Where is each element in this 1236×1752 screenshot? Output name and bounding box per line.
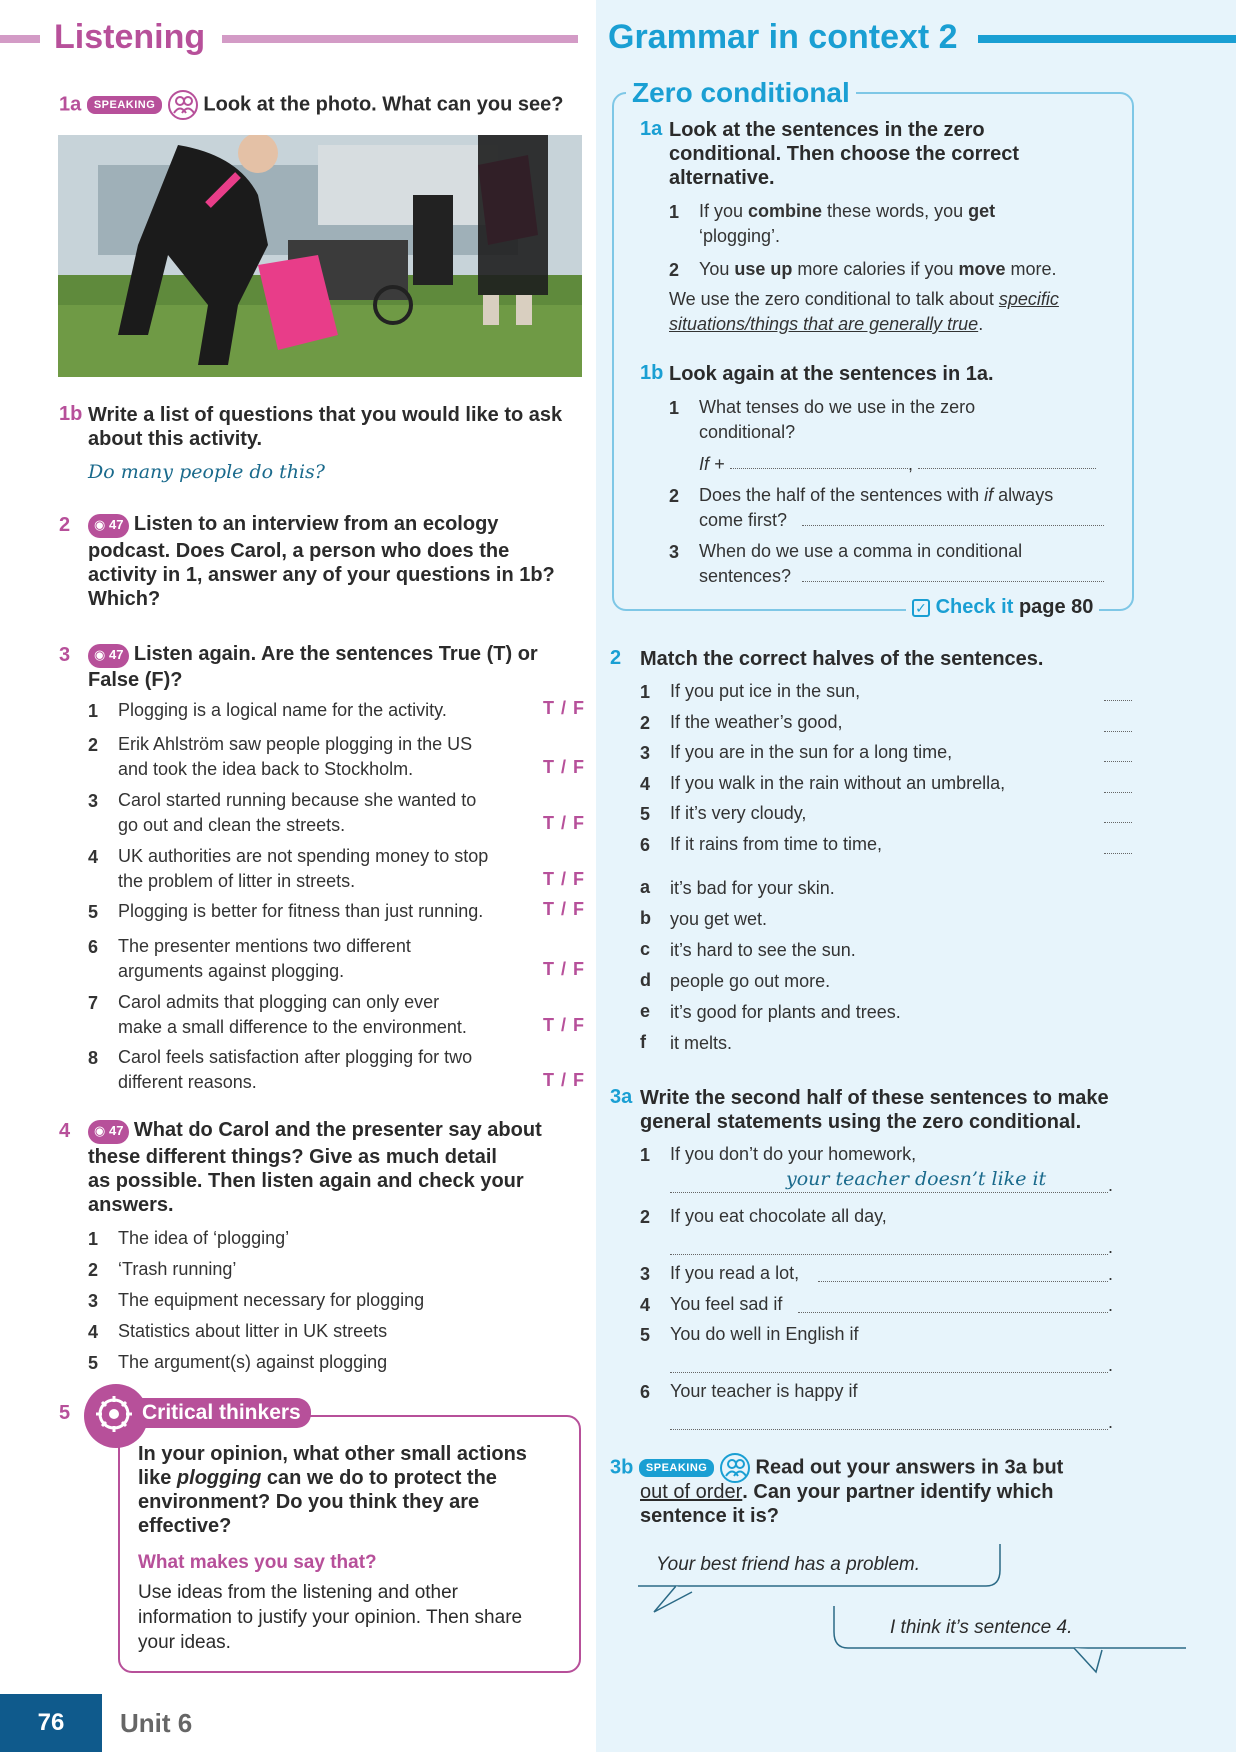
sentence-start: If you eat chocolate all day,: [670, 1206, 887, 1226]
sentence-half: If you walk in the rain without an umbrella,: [670, 772, 1006, 793]
instruction-line-4: answers.: [88, 1194, 174, 1216]
sentence-half: If you are in the sun for a long time,: [670, 742, 953, 762]
sentence-half: If the weather’s good,: [670, 711, 843, 732]
full-stop: .: [1108, 1295, 1114, 1315]
answer-line[interactable]: [1104, 822, 1132, 823]
item-number: 1: [88, 701, 99, 721]
item-number: 8: [88, 1048, 99, 1068]
exercise-number: 1b: [59, 403, 83, 425]
text: like: [138, 1467, 177, 1489]
item-text-line-1: UK authorities are not spending money to stop: [118, 846, 489, 866]
item-text-line-2: and took the idea back to Stockholm.: [118, 759, 414, 779]
full-stop: .: [1108, 1412, 1114, 1432]
item-number: 2: [88, 735, 99, 755]
bold-word: combine: [748, 201, 823, 221]
item-text-line-2: go out and clean the streets.: [118, 815, 346, 835]
exercise-number: 3b: [610, 1456, 634, 1479]
item-text-line-1: Erik Ahlström saw people plogging in the US: [118, 734, 473, 754]
item-number: 5: [640, 804, 651, 824]
answer-line[interactable]: [818, 1281, 1108, 1282]
check-label: Check it: [935, 596, 1014, 618]
answer-line[interactable]: [670, 1372, 1108, 1373]
item-letter: e: [640, 1001, 651, 1021]
item-number: 4: [640, 773, 651, 794]
critical-text-line-1: Use ideas from the listening and other: [138, 1582, 459, 1603]
instruction: Look at the photo. What can you see?: [203, 93, 564, 116]
sentence-half: If it rains from time to time,: [670, 833, 883, 854]
handwritten-answer: your teacher doesn’t like it: [786, 1168, 1047, 1190]
bold-word: get: [968, 201, 996, 221]
exercise-number: 3: [59, 644, 71, 666]
item-number: 2: [640, 1207, 651, 1227]
track-number: 47: [108, 516, 124, 532]
question-3-line-2: sentences?: [699, 566, 792, 586]
critical-question-line-3: environment? Do you think they are: [138, 1491, 480, 1513]
item-number: 6: [88, 937, 99, 957]
item-number: 4: [88, 847, 99, 867]
text: You: [699, 259, 735, 279]
item-number: 4: [88, 1322, 99, 1342]
emphasis: if: [984, 485, 994, 505]
full-stop: .: [1108, 1237, 1114, 1257]
answer-line[interactable]: [1104, 700, 1132, 701]
instruction-line-1: Look at the sentences in the zero: [669, 119, 985, 141]
sentence-start: You do well in English if: [670, 1324, 859, 1344]
rule-line-2: [669, 312, 983, 337]
sentence-start: If you read a lot,: [670, 1263, 800, 1283]
audio-track-icon[interactable]: ◉ 47: [88, 514, 129, 538]
item-number: 4: [640, 1295, 651, 1315]
exercise-number: 1b: [640, 362, 664, 384]
instruction-line-2: about this activity.: [88, 428, 263, 450]
pair-work-icon: [168, 90, 198, 120]
item-number: 3: [88, 791, 99, 811]
pair-work-icon: [720, 1453, 750, 1483]
question-1-line-2: conditional?: [699, 422, 796, 442]
left-column: [0, 0, 596, 1752]
sentence-1-line-2: ‘plogging’.: [699, 226, 781, 246]
instruction-line-3: as possible. Then listen again and check your: [88, 1170, 524, 1192]
item-text-line-1: Carol started running because she wanted to: [118, 790, 477, 810]
item-number: 3: [640, 1264, 651, 1284]
item-text-line-1: Plogging is better for fitness than just running.: [118, 901, 484, 921]
item-text-line-2: the problem of litter in streets.: [118, 871, 356, 891]
instruction-line-3: alternative.: [669, 167, 775, 189]
item-number: 6: [640, 1382, 651, 1402]
critical-thinkers-tab: Critical thinkers: [136, 1398, 311, 1428]
critical-subheading: What makes you say that?: [138, 1552, 377, 1573]
bold-word: move: [958, 259, 1006, 279]
topic-text: The equipment necessary for plogging: [118, 1290, 425, 1310]
full-stop: .: [1108, 1175, 1114, 1195]
box-title: Zero conditional: [626, 77, 856, 109]
answer-line[interactable]: [1104, 853, 1132, 854]
answer-line[interactable]: [1104, 761, 1132, 762]
exercise-4-line-1: [88, 1118, 542, 1144]
speech-bubble-1: Your best friend has a problem.: [656, 1554, 921, 1575]
item-letter: d: [640, 970, 651, 990]
exercise-number: 1a: [640, 118, 663, 140]
instruction: Read out your answers in 3a but: [755, 1456, 1064, 1479]
true-false-choice[interactable]: T / F: [543, 698, 585, 718]
item-number: 3: [640, 743, 651, 763]
answer-line[interactable]: [798, 1312, 1108, 1313]
instruction-line-2: conditional. Then choose the correct: [669, 143, 1020, 165]
exercise-1a: [59, 90, 563, 120]
header-rule-right: [222, 35, 578, 43]
question-2-line-2: come first?: [699, 510, 788, 530]
critical-text-line-2: information to justify your opinion. Then share: [138, 1607, 523, 1628]
sentence-ending: you get wet.: [670, 909, 768, 929]
item-number: 6: [640, 834, 651, 855]
bold-word: use up: [734, 259, 793, 279]
true-false-choice[interactable]: T / F: [543, 899, 585, 919]
instruction: Listen to an interview from an ecology: [133, 513, 499, 535]
exercise-2-line-1: [88, 512, 498, 538]
right-column: [596, 0, 1236, 1752]
sentence-ending: it’s bad for your skin.: [670, 878, 835, 898]
item-number: 2: [669, 486, 680, 506]
exercise-3b-line-1: [610, 1453, 1063, 1483]
true-false-choice[interactable]: T / F: [543, 757, 585, 777]
track-number: 47: [108, 646, 124, 662]
item-number: 5: [88, 1353, 99, 1373]
true-false-choice[interactable]: T / F: [543, 1015, 585, 1035]
item-text-line-2: make a small difference to the environment.: [118, 1017, 467, 1037]
text: . Can your partner identify which: [742, 1481, 1054, 1503]
speech-bubble-2: I think it’s sentence 4.: [890, 1617, 1073, 1638]
item-text-line-2: different reasons.: [118, 1072, 257, 1092]
item-number: 1: [88, 1229, 99, 1249]
item-text-line-1: Carol admits that plogging can only ever: [118, 992, 440, 1012]
sentence-ending: people go out more.: [670, 971, 831, 991]
item-number: 3: [669, 542, 680, 562]
question-2-line-1: [699, 483, 1053, 508]
exercise-number: 4: [59, 1120, 71, 1142]
true-false-choice[interactable]: T / F: [543, 1070, 585, 1090]
instruction-line-2: False (F)?: [88, 669, 183, 691]
track-number: 47: [108, 1122, 124, 1138]
emphasis: plogging: [176, 1467, 262, 1489]
page-number: 76: [0, 1694, 102, 1752]
topic-text: ‘Trash running’: [118, 1259, 237, 1279]
question-1-if: If +: [699, 454, 725, 474]
item-number: 2: [88, 1260, 99, 1280]
item-text-line-1: The presenter mentions two different: [118, 936, 411, 956]
answer-line[interactable]: [730, 468, 908, 469]
sentence-half: If you put ice in the sun,: [670, 681, 861, 701]
item-text-line-1: Plogging is a logical name for the activity.: [118, 700, 447, 720]
exercise-number: 1a: [59, 93, 82, 116]
text: these words, you: [822, 201, 969, 221]
answer-line[interactable]: [802, 525, 1104, 526]
header-rule: [978, 35, 1236, 43]
choice[interactable]: situations/things that are generally true: [669, 314, 979, 334]
text: .: [978, 314, 984, 334]
sentence-ending: it’s hard to see the sun.: [670, 940, 856, 960]
item-letter: b: [640, 908, 651, 928]
section-title-listening: Listening: [54, 18, 206, 56]
text: can we do to protect the: [261, 1467, 497, 1489]
item-number: 3: [88, 1291, 99, 1311]
instruction: Listen again. Are the sentences True (T) or: [133, 643, 538, 665]
critical-question-line-1: In your opinion, what other small actions: [138, 1443, 527, 1465]
item-number: 5: [640, 1325, 651, 1345]
instruction-line-4: Which?: [88, 588, 161, 610]
instruction: What do Carol and the presenter say about: [133, 1119, 542, 1141]
underlined-text: out of order: [640, 1481, 743, 1503]
speaking-badge: SPEAKING: [639, 1459, 714, 1477]
sentence-ending: it melts.: [670, 1033, 733, 1053]
sentence-1: [699, 199, 995, 224]
plogging-photo: [58, 135, 582, 377]
full-stop: .: [1108, 1355, 1114, 1375]
item-letter: f: [640, 1032, 646, 1052]
exercise-number: 2: [59, 514, 71, 536]
sentence-start: Your teacher is happy if: [670, 1381, 858, 1401]
text: If you: [699, 201, 749, 221]
true-false-choice[interactable]: T / F: [543, 959, 585, 979]
true-false-choice[interactable]: T / F: [543, 813, 585, 833]
item-number: 2: [640, 712, 651, 733]
question-3-line-1: When do we use a comma in conditional: [699, 541, 1023, 561]
instruction-line-1: Write the second half of these sentences to make: [640, 1087, 1109, 1109]
exercise-number: 5: [59, 1402, 71, 1424]
answer-line[interactable]: [670, 1192, 1108, 1193]
item-letter: c: [640, 939, 651, 959]
text: more.: [1005, 259, 1057, 279]
item-letter: a: [640, 877, 651, 897]
exercise-number: 2: [610, 647, 622, 669]
sentence-2: [699, 257, 1057, 282]
full-stop: .: [1108, 1264, 1114, 1284]
question-1-line-1: What tenses do we use in the zero: [699, 397, 976, 417]
item-number: 2: [669, 260, 680, 280]
topic-text: The idea of ‘plogging’: [118, 1228, 290, 1248]
instruction-line-2: podcast. Does Carol, a person who does the: [88, 540, 510, 562]
text: We use the zero conditional to talk about: [669, 289, 999, 309]
item-number: 5: [88, 902, 99, 922]
item-number: 7: [88, 993, 99, 1013]
choice[interactable]: specific: [998, 289, 1059, 309]
critical-text-line-3: your ideas.: [138, 1632, 231, 1653]
audio-track-icon[interactable]: ◉ 47: [88, 644, 129, 668]
instruction-line-2: these different things? Give as much detail: [88, 1146, 497, 1168]
unit-label: Unit 6: [120, 1708, 193, 1738]
rule-line-1: [669, 287, 1059, 312]
answer-line[interactable]: [918, 468, 1096, 469]
item-number: 1: [640, 1145, 651, 1165]
sentence-half: If it’s very cloudy,: [670, 803, 807, 823]
item-text-line-2: arguments against plogging.: [118, 961, 345, 981]
check-page: page 80: [1018, 596, 1094, 618]
check-icon: ✓: [912, 599, 930, 617]
instruction-line-3: sentence it is?: [640, 1505, 779, 1527]
instruction-line-3: activity in 1, answer any of your questions in 1b?: [88, 564, 555, 586]
speaking-badge: SPEAKING: [87, 96, 162, 114]
audio-track-icon[interactable]: ◉ 47: [88, 1120, 129, 1144]
instruction-line-1: Write a list of questions that you would like to ask: [88, 404, 563, 426]
answer-line[interactable]: [1104, 731, 1132, 732]
answer-line[interactable]: [1104, 792, 1132, 793]
exercise-3-line-1: [88, 642, 538, 668]
answer-line[interactable]: [802, 581, 1104, 582]
item-number: 1: [640, 682, 651, 702]
section-title-grammar: Grammar in context 2: [608, 18, 958, 56]
header-rule-left: [0, 35, 40, 43]
critical-question-line-2: [138, 1466, 497, 1490]
check-it-link[interactable]: [906, 596, 1099, 619]
sentence-ending: it’s good for plants and trees.: [670, 1002, 901, 1022]
item-number: 1: [669, 398, 680, 418]
topic-text: Statistics about litter in UK streets: [118, 1321, 388, 1341]
sentence-start: You feel sad if: [670, 1294, 783, 1314]
comma: ,: [908, 454, 914, 474]
item-number: 1: [669, 202, 680, 222]
text: Does the half of the sentences with: [699, 485, 985, 505]
text: always: [993, 485, 1054, 505]
true-false-choice[interactable]: T / F: [543, 869, 585, 889]
exercise-number: 3a: [610, 1086, 633, 1108]
answer-line[interactable]: [670, 1254, 1108, 1255]
instruction-line-2: [640, 1480, 1053, 1504]
topic-text: The argument(s) against plogging: [118, 1352, 388, 1372]
instruction-line-2: general statements using the zero conditional.: [640, 1111, 1082, 1133]
answer-line[interactable]: [670, 1429, 1108, 1430]
instruction: Look again at the sentences in 1a.: [669, 363, 994, 385]
text: more calories if you: [792, 259, 959, 279]
item-text-line-1: Carol feels satisfaction after plogging for two: [118, 1047, 473, 1067]
critical-question-line-4: effective?: [138, 1515, 232, 1537]
instruction: Match the correct halves of the sentences.: [640, 648, 1044, 670]
handwritten-example: Do many people do this?: [88, 461, 325, 483]
sentence-start: If you don’t do your homework,: [670, 1144, 917, 1164]
